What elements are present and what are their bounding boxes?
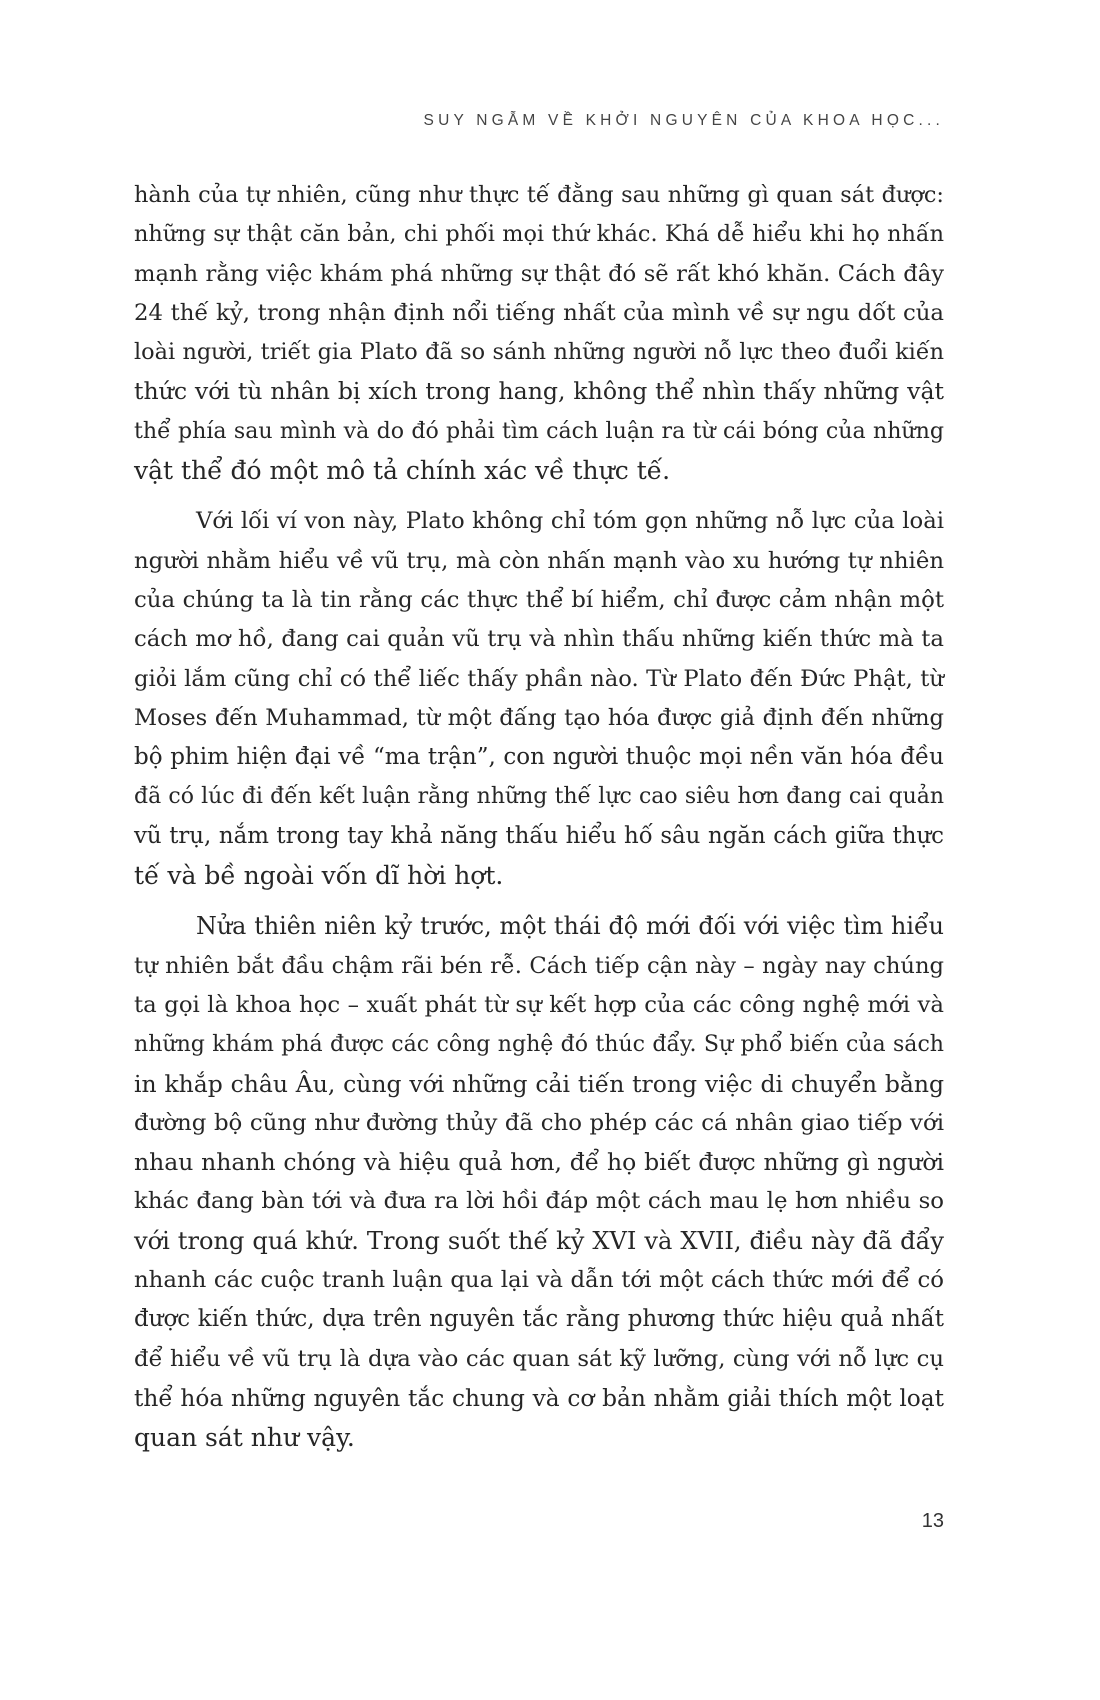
text-line: nhau nhanh chóng và hiệu quả hơn, để họ biết được những gì người [134, 1148, 944, 1177]
text-line: giỏi lắm cũng chỉ có thể liếc thấy phần nào. Từ Plato đến Đức Phật, từ [134, 665, 944, 692]
text-line: những sự thật căn bản, chi phối mọi thứ khác. Khá dễ hiểu khi họ nhấn [134, 221, 944, 248]
text-line: vật thể đó một mô tả chính xác về thực tế. [134, 456, 671, 486]
text-line: vũ trụ, nắm trong tay khả năng thấu hiểu hố sâu ngăn cách giữa thực [134, 822, 944, 849]
text-line: những khám phá được các công nghệ đó thúc đẩy. Sự phổ biến của sách [134, 1032, 944, 1058]
text-line: 24 thế kỷ, trong nhận định nổi tiếng nhất của mình về sự ngu dốt của [134, 299, 944, 326]
text-line: người nhằm hiểu về vũ trụ, mà còn nhấn mạnh vào xu hướng tự nhiên [134, 547, 944, 574]
text-line: với trong quá khứ. Trong suốt thế kỷ XVI và XVII, điều này đã đẩy [134, 1226, 944, 1255]
text-line: thể phía sau mình và do đó phải tìm cách luận ra từ cái bóng của những [134, 417, 944, 444]
paragraph-3 [134, 907, 944, 1457]
body-text [134, 176, 944, 1470]
page-number: 13 [921, 1510, 944, 1532]
text-line: được kiến thức, dựa trên nguyên tắc rằng phương thức hiệu quả nhất [134, 1306, 944, 1333]
text-line: đã có lúc đi đến kết luận rằng những thế lực cao siêu hơn đang cai quản [134, 784, 944, 810]
text-line: tế và bề ngoài vốn dĩ hời hợt. [134, 861, 504, 891]
text-line: thức với tù nhân bị xích trong hang, không thể nhìn thấy những vật [134, 377, 944, 406]
text-line: Moses đến Muhammad, từ một đấng tạo hóa được giả định đến những [134, 704, 944, 731]
text-line: để hiểu về vũ trụ là dựa vào các quan sát kỹ lưỡng, cùng với nỗ lực cụ [134, 1345, 944, 1372]
paragraph-2 [134, 502, 944, 895]
text-line: Với lối ví von này, Plato không chỉ tóm gọn những nỗ lực của loài [196, 508, 944, 535]
text-line: in khắp châu Âu, cùng với những cải tiến trong việc di chuyển bằng [134, 1069, 944, 1098]
text-line: tự nhiên bắt đầu chậm rãi bén rễ. Cách tiếp cận này – ngày nay chúng [134, 952, 944, 979]
text-line: nhanh các cuộc tranh luận qua lại và dẫn tới một cách thức mới để có [134, 1267, 944, 1294]
paragraph-1 [134, 176, 944, 490]
text-line: bộ phim hiện đại về “ma trận”, con người thuộc mọi nền văn hóa đều [134, 744, 944, 771]
text-line: quan sát như vậy. [134, 1423, 355, 1453]
text-line: Nửa thiên niên kỷ trước, một thái độ mới đối với việc tìm hiểu [196, 912, 944, 941]
text-line: loài người, triết gia Plato đã so sánh những người nỗ lực theo đuổi kiến [134, 339, 944, 366]
text-line: khác đang bàn tới và đưa ra lời hồi đáp một cách mau lẹ hơn nhiều so [134, 1188, 944, 1215]
text-line: hành của tự nhiên, cũng như thực tế đằng sau những gì quan sát được: [134, 182, 944, 208]
text-line: cách mơ hồ, đang cai quản vũ trụ và nhìn thấu những kiến thức mà ta [134, 626, 944, 653]
text-line: đường bộ cũng như đường thủy đã cho phép các cá nhân giao tiếp với [134, 1109, 944, 1136]
running-header: SUY NGẪM VỀ KHỞI NGUYÊN CỦA KHOA HỌC... [423, 112, 944, 129]
text-line: của chúng ta là tin rằng các thực thể bí hiểm, chỉ được cảm nhận một [134, 586, 944, 613]
text-line: thể hóa những nguyên tắc chung và cơ bản nhằm giải thích một loạt [134, 1384, 944, 1412]
text-line: mạnh rằng việc khám phá những sự thật đó sẽ rất khó khăn. Cách đây [134, 260, 944, 287]
text-line: ta gọi là khoa học – xuất phát từ sự kết hợp của các công nghệ mới và [134, 991, 944, 1018]
